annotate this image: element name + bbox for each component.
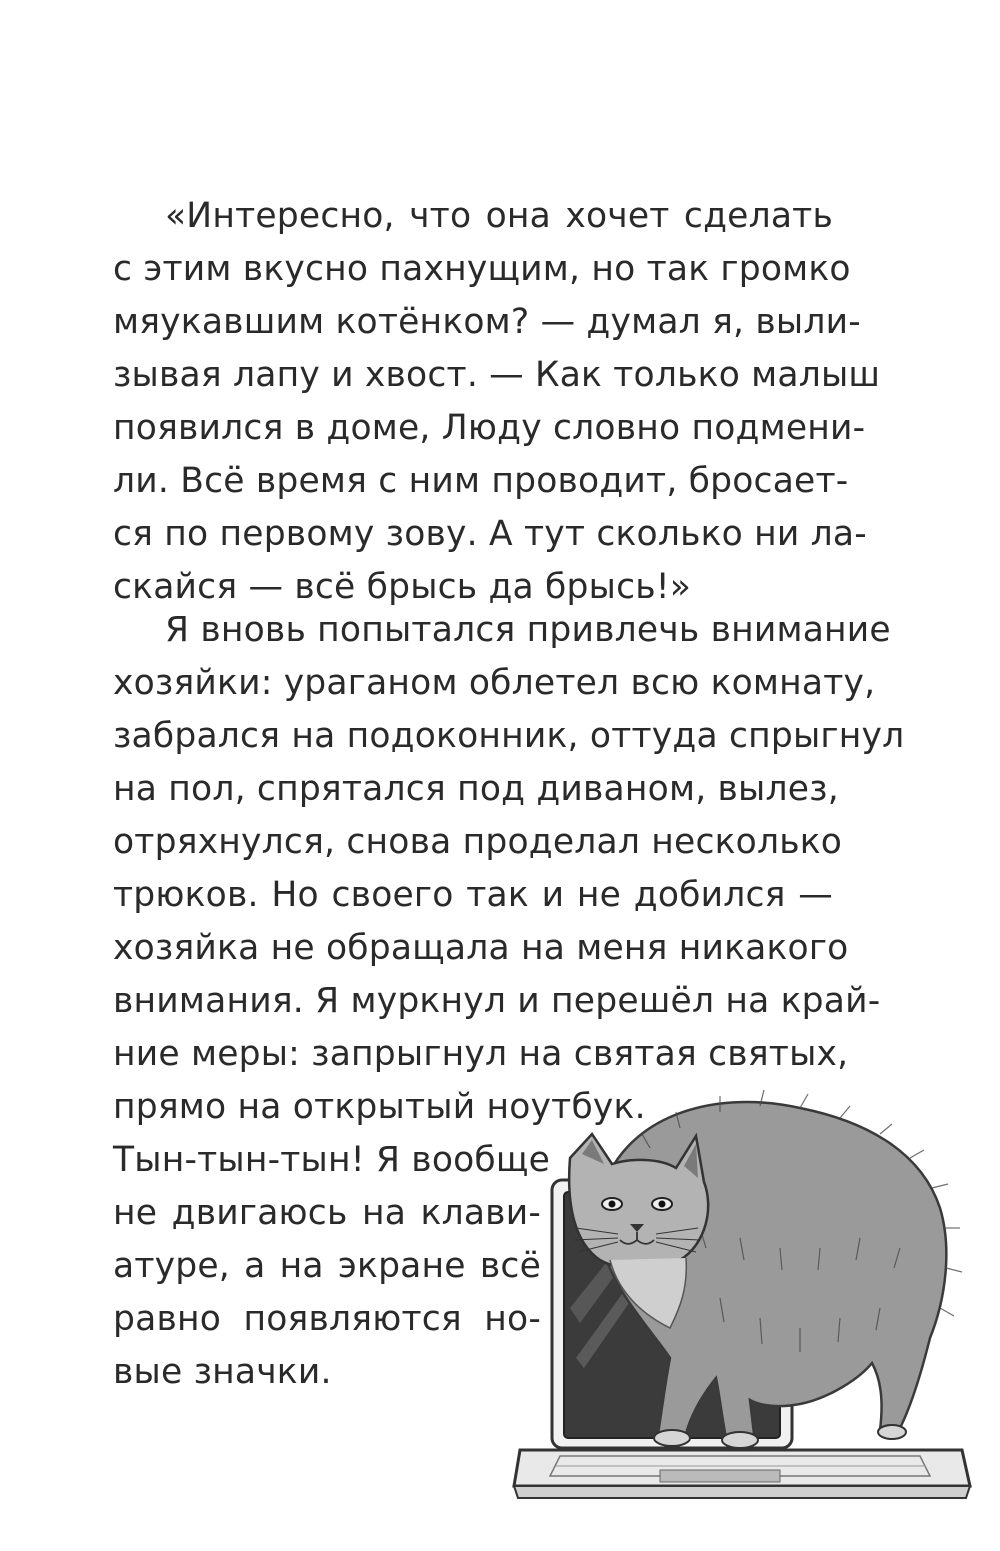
text-line: на пол, спрятался под диваном, вылез,	[113, 769, 839, 809]
text-line: атуре, а на экране всё	[113, 1246, 541, 1286]
text-line: мяукавшим котёнком? — думал я, выли-	[113, 302, 861, 342]
text-line: хозяйки: ураганом облетел всю комнату,	[113, 663, 876, 703]
text-line: вые значки.	[113, 1352, 332, 1392]
text-line: с этим вкусно пахнущим, но так громко	[113, 249, 851, 289]
text-line: трюков. Но своего так и не добился —	[113, 875, 833, 915]
cat-on-laptop-illustration	[500, 1078, 980, 1528]
text-line: зывая лапу и хвост. — Как только малыш	[113, 355, 881, 395]
text-line: ли. Всё время с ним проводит, бросает-	[113, 461, 849, 501]
text-line: Я вновь попытался привлечь внимание	[165, 610, 891, 650]
text-line: ся по первому зову. А тут сколько ни ла-	[113, 514, 867, 554]
text-line: ние меры: запрыгнул на святая святых,	[113, 1034, 849, 1074]
text-line: не двигаюсь на клави-	[113, 1193, 541, 1233]
text-line: хозяйка не обращала на меня никакого	[113, 928, 849, 968]
text-line: внимания. Я муркнул и перешёл на край-	[113, 981, 881, 1021]
text-line: забрался на подоконник, оттуда спрыгнул	[113, 716, 905, 756]
text-line: прямо на открытый ноутбук.	[113, 1087, 646, 1127]
text-line: появился в доме, Люду словно подмени-	[113, 408, 866, 448]
text-line: отряхнулся, снова проделал несколько	[113, 822, 843, 862]
text-line: скайся — всё брысь да брысь!»	[113, 567, 692, 607]
text-line: равно появляются но-	[113, 1299, 541, 1339]
text-line: «Интересно, что она хочет сделать	[165, 196, 833, 236]
text-line: Тын-тын-тын! Я вообще	[113, 1140, 551, 1180]
